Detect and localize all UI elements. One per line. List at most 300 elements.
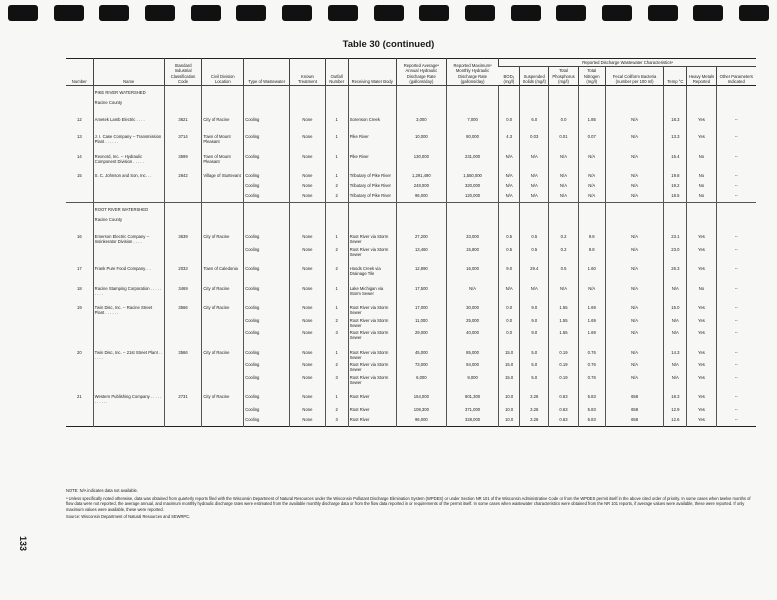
- table-cell: Ametek Lamb Electric . . . .: [93, 116, 164, 126]
- table-cell: [202, 416, 244, 427]
- table-cell: None: [290, 374, 326, 387]
- table-cell: --: [716, 265, 756, 278]
- table-cell: --: [716, 329, 756, 342]
- table-row: [66, 285, 756, 298]
- table-cell: [202, 246, 244, 259]
- table-cell: N/A: [520, 172, 549, 182]
- table-cell: No: [687, 192, 716, 203]
- empty-cell: [549, 203, 578, 217]
- empty-cell: [66, 342, 93, 349]
- empty-cell: [202, 146, 244, 153]
- empty-cell: [716, 226, 756, 233]
- table-cell: Rexnord, Inc. -- Hydraulic Component Division . . . . .: [93, 153, 164, 166]
- empty-cell: [446, 165, 498, 172]
- table-cell: Yes: [687, 393, 716, 406]
- table-cell: [164, 192, 202, 203]
- table-cell: 10.0: [499, 393, 520, 406]
- table-cell: 1.55: [549, 317, 578, 330]
- empty-cell: [549, 109, 578, 116]
- table-row: [66, 393, 756, 406]
- table-cell: 3639: [164, 233, 202, 246]
- empty-cell: [549, 126, 578, 133]
- col-phosphorus: Total Phosphorus (mg/l): [549, 67, 578, 86]
- table-row: [66, 329, 756, 342]
- table-cell: Root River via Storm Sewer: [348, 304, 396, 317]
- empty-cell: [578, 386, 605, 393]
- table-cell: N/A: [605, 317, 664, 330]
- empty-cell: [578, 126, 605, 133]
- empty-cell: [202, 203, 244, 217]
- empty-cell: [202, 216, 244, 226]
- empty-cell: [664, 216, 687, 226]
- empty-cell: [687, 126, 716, 133]
- table-cell: N/A: [578, 153, 605, 166]
- table-cell: 9.8: [578, 246, 605, 259]
- na-note: NOTE: N/A indicates data not available.: [66, 488, 138, 493]
- empty-cell: [549, 216, 578, 226]
- empty-cell: [499, 146, 520, 153]
- table-cell: Sorenson Creek: [348, 116, 396, 126]
- table-cell: 0.0: [499, 317, 520, 330]
- empty-cell: [396, 278, 446, 285]
- empty-cell: [348, 297, 396, 304]
- table-cell: [93, 182, 164, 192]
- col-suspended-solids: Suspended Solids (mg/l): [520, 67, 549, 86]
- empty-cell: [499, 99, 520, 109]
- col-other-parameters: Other Parameters Indicated: [716, 67, 756, 86]
- table-cell: [164, 329, 202, 342]
- table-cell: [164, 317, 202, 330]
- col-number: Number: [66, 59, 93, 86]
- table-cell: None: [290, 116, 326, 126]
- table-cell: --: [716, 133, 756, 146]
- table-cell: 2: [325, 406, 348, 416]
- col-nitrogen: Total Nitrogen (mg/l): [578, 67, 605, 86]
- empty-cell: [716, 165, 756, 172]
- empty-cell: [446, 86, 498, 100]
- table-cell: 1: [325, 304, 348, 317]
- table-cell: N/A: [499, 182, 520, 192]
- table-row: [66, 265, 756, 278]
- empty-cell: [549, 165, 578, 172]
- empty-cell: [164, 203, 202, 217]
- binder-hole: [145, 5, 175, 21]
- empty-cell: [578, 203, 605, 217]
- table-cell: S. C. Johnson and Son, Inc. . .: [93, 172, 164, 182]
- table-cell: 73,000: [396, 361, 446, 374]
- table-cell: [66, 361, 93, 374]
- table-cell: 2842: [164, 172, 202, 182]
- table-cell: Yes: [687, 233, 716, 246]
- table-cell: City of Racine: [202, 233, 244, 246]
- table-cell: Yes: [687, 406, 716, 416]
- table-cell: Yes: [687, 133, 716, 146]
- empty-cell: [325, 109, 348, 116]
- col-civil-division: Civil Division Location: [202, 59, 244, 86]
- table-cell: City of Racine: [202, 349, 244, 362]
- col-name: Name: [93, 59, 164, 86]
- table-cell: 13: [77, 134, 82, 139]
- empty-cell: [664, 386, 687, 393]
- binder-hole: [739, 5, 769, 21]
- table-cell: 1: [325, 233, 348, 246]
- table-cell: 18: [77, 285, 82, 291]
- table-cell: 9,000: [446, 374, 498, 387]
- table-cell: 29.4: [520, 265, 549, 278]
- data-table-container: [66, 58, 756, 427]
- table-cell: 12.6: [664, 416, 687, 427]
- table-cell: N/A: [549, 153, 578, 166]
- empty-cell: [520, 146, 549, 153]
- table-cell: 9.8: [578, 233, 605, 246]
- table-cell: 0.5: [499, 233, 520, 246]
- empty-cell: [687, 86, 716, 100]
- table-cell: 328,000: [446, 416, 498, 427]
- table-cell: 96,000: [396, 192, 446, 203]
- table-cell: 3.26: [520, 406, 549, 416]
- table-cell: [66, 374, 93, 387]
- table-cell: 1.69: [578, 329, 605, 342]
- empty-cell: [687, 216, 716, 226]
- table-cell: 658: [605, 416, 664, 427]
- table-cell: Root River via Storm Sewer: [348, 361, 396, 374]
- empty-cell: [66, 146, 93, 153]
- empty-cell: [325, 126, 348, 133]
- table-cell: 15: [77, 173, 82, 178]
- table-cell: City of Racine: [202, 393, 244, 406]
- empty-cell: [325, 258, 348, 265]
- table-cell: 2: [325, 192, 348, 203]
- empty-cell: [290, 226, 326, 233]
- table-cell: None: [290, 304, 326, 317]
- empty-cell: [290, 278, 326, 285]
- empty-cell: [290, 386, 326, 393]
- empty-cell: [290, 203, 326, 217]
- empty-cell: [499, 109, 520, 116]
- table-cell: 658: [605, 393, 664, 406]
- empty-cell: [325, 146, 348, 153]
- table-cell: Yes: [687, 265, 716, 278]
- table-cell: Cooling: [244, 233, 290, 246]
- empty-cell: [716, 109, 756, 116]
- table-cell: 3566: [164, 304, 202, 317]
- binder-hole: [374, 5, 404, 21]
- table-cell: None: [290, 361, 326, 374]
- empty-cell: [549, 226, 578, 233]
- empty-cell: [66, 278, 93, 285]
- table-cell: N/A: [664, 329, 687, 342]
- table-cell: 26.3: [664, 265, 687, 278]
- table-cell: --: [716, 361, 756, 374]
- empty-cell: [716, 146, 756, 153]
- table-cell: J. I. Case Company -- Transmission Plant . . . . . .: [93, 133, 164, 146]
- table-cell: 15.0: [664, 304, 687, 317]
- table-cell: Frank Pure Food Company. . .: [93, 265, 164, 278]
- table-cell: 3: [325, 374, 348, 387]
- table-cell: Root River via Storm Sewer: [348, 317, 396, 330]
- table-cell: None: [290, 133, 326, 146]
- empty-cell: [605, 278, 664, 285]
- table-cell: Root River via Storm Sewer: [348, 374, 396, 387]
- table-cell: Cooling: [244, 116, 290, 126]
- table-cell: N/A: [605, 192, 664, 203]
- table-cell: N/A: [605, 153, 664, 166]
- table-cell: None: [290, 192, 326, 203]
- table-cell: Yes: [687, 317, 716, 330]
- empty-cell: [348, 203, 396, 217]
- table-cell: Yes: [687, 416, 716, 427]
- empty-cell: [164, 258, 202, 265]
- table-cell: 25,000: [446, 317, 498, 330]
- col-bod: BOD₅ (mg/l): [503, 73, 515, 84]
- table-cell: 96,000: [396, 416, 446, 427]
- table-cell: [164, 406, 202, 416]
- empty-cell: [93, 226, 164, 233]
- table-cell: N/A: [549, 182, 578, 192]
- empty-cell: [664, 99, 687, 109]
- binder-hole: [693, 5, 723, 21]
- table-cell: 10.0: [499, 416, 520, 427]
- empty-cell: [66, 126, 93, 133]
- empty-cell: [716, 297, 756, 304]
- table-cell: None: [290, 406, 326, 416]
- spacer-row: [66, 226, 756, 233]
- table-row: [66, 133, 756, 146]
- table-cell: Lake Michigan via Storm Sewer: [348, 285, 396, 298]
- empty-cell: [202, 226, 244, 233]
- empty-cell: [93, 297, 164, 304]
- table-cell: N/A: [499, 192, 520, 203]
- empty-cell: [687, 226, 716, 233]
- table-cell: --: [716, 393, 756, 406]
- empty-cell: [446, 386, 498, 393]
- table-cell: 30,000: [446, 304, 498, 317]
- spacer-row: [66, 386, 756, 393]
- section-heading: ROOT RIVER WATERSHED: [93, 203, 164, 217]
- empty-cell: [290, 99, 326, 109]
- table-cell: --: [716, 317, 756, 330]
- table-cell: 0.0: [549, 116, 578, 126]
- empty-cell: [93, 342, 164, 349]
- table-cell: 29,000: [396, 329, 446, 342]
- table-cell: [93, 192, 164, 203]
- empty-cell: [164, 216, 202, 226]
- table-cell: [93, 374, 164, 387]
- table-cell: 5.0: [520, 349, 549, 362]
- empty-cell: [66, 203, 93, 217]
- binder-hole: [8, 5, 38, 21]
- table-cell: 17,500: [396, 285, 446, 298]
- table-cell: N/A: [605, 329, 664, 342]
- section-subheading-row: [66, 216, 756, 226]
- table-cell: 3714: [164, 133, 202, 146]
- empty-cell: [164, 386, 202, 393]
- empty-cell: [202, 86, 244, 100]
- empty-cell: [446, 109, 498, 116]
- table-cell: 1.69: [578, 304, 605, 317]
- table-cell: N/A: [605, 233, 664, 246]
- binder-hole: [556, 5, 586, 21]
- empty-cell: [716, 203, 756, 217]
- empty-cell: [664, 226, 687, 233]
- section-heading-row: [66, 203, 756, 217]
- table-cell: 130,000: [396, 153, 446, 166]
- table-cell: N/A: [499, 153, 520, 166]
- table-cell: 2: [325, 246, 348, 259]
- empty-cell: [290, 165, 326, 172]
- table-row: [66, 317, 756, 330]
- table-cell: 20: [77, 349, 82, 355]
- table-cell: --: [716, 116, 756, 126]
- empty-cell: [578, 216, 605, 226]
- table-cell: 27,200: [396, 233, 446, 246]
- table-cell: [93, 246, 164, 259]
- table-cell: N/A: [499, 172, 520, 182]
- table-cell: 9.0: [520, 329, 549, 342]
- spacer-row: [66, 278, 756, 285]
- empty-cell: [499, 258, 520, 265]
- table-cell: 40,000: [446, 329, 498, 342]
- empty-cell: [244, 216, 290, 226]
- table-cell: --: [716, 182, 756, 192]
- table-cell: Cooling: [244, 329, 290, 342]
- table-cell: 18.5: [664, 192, 687, 203]
- empty-cell: [549, 342, 578, 349]
- table-cell: 0.5: [520, 246, 549, 259]
- empty-cell: [499, 342, 520, 349]
- table-cell: N/A: [664, 361, 687, 374]
- table-cell: N/A: [549, 285, 578, 298]
- empty-cell: [664, 165, 687, 172]
- table-cell: 0.01: [549, 133, 578, 146]
- empty-cell: [244, 86, 290, 100]
- table-cell: 120,000: [446, 192, 498, 203]
- empty-cell: [325, 216, 348, 226]
- table-cell: N/A: [446, 285, 498, 298]
- empty-cell: [325, 86, 348, 100]
- empty-cell: [520, 386, 549, 393]
- empty-cell: [446, 297, 498, 304]
- empty-cell: [325, 386, 348, 393]
- empty-cell: [325, 165, 348, 172]
- table-cell: 2: [325, 265, 348, 278]
- table-cell: N/A: [520, 182, 549, 192]
- empty-cell: [549, 146, 578, 153]
- empty-cell: [396, 165, 446, 172]
- table-cell: No: [687, 182, 716, 192]
- empty-cell: [290, 109, 326, 116]
- empty-cell: [578, 342, 605, 349]
- empty-cell: [605, 226, 664, 233]
- empty-cell: [348, 109, 396, 116]
- table-cell: 94,000: [446, 361, 498, 374]
- table-cell: 33,000: [446, 233, 498, 246]
- empty-cell: [325, 342, 348, 349]
- table-cell: 1: [325, 133, 348, 146]
- empty-cell: [290, 216, 326, 226]
- table-cell: Village of Sturtevant: [202, 172, 244, 182]
- empty-cell: [664, 342, 687, 349]
- empty-cell: [520, 258, 549, 265]
- table-cell: [66, 246, 93, 259]
- empty-cell: [348, 99, 396, 109]
- table-row: [66, 192, 756, 203]
- empty-cell: [93, 258, 164, 265]
- table-cell: 3.26: [520, 416, 549, 427]
- table-cell: 1: [325, 153, 348, 166]
- table-cell: 0.2: [549, 233, 578, 246]
- empty-cell: [520, 226, 549, 233]
- table-cell: 5.0: [520, 374, 549, 387]
- table-cell: [202, 329, 244, 342]
- table-cell: [164, 361, 202, 374]
- col-sic: Standard Industrial Classification Code: [164, 59, 202, 86]
- table-cell: Root River via Storm Sewer: [348, 349, 396, 362]
- empty-cell: [396, 226, 446, 233]
- empty-cell: [396, 86, 446, 100]
- empty-cell: [549, 86, 578, 100]
- table-cell: Cooling: [244, 393, 290, 406]
- empty-cell: [446, 216, 498, 226]
- binder-holes: [0, 5, 777, 23]
- section-heading-row: [66, 86, 756, 100]
- empty-cell: [578, 258, 605, 265]
- table-cell: 14: [77, 153, 82, 159]
- empty-cell: [716, 258, 756, 265]
- table-cell: Cooling: [244, 304, 290, 317]
- table-row: [66, 172, 756, 182]
- table-cell: No: [687, 285, 716, 298]
- table-cell: 3599: [164, 153, 202, 166]
- empty-cell: [520, 109, 549, 116]
- col-outfall: Outfall Number: [325, 59, 348, 86]
- empty-cell: [446, 342, 498, 349]
- section-subheading-row: [66, 99, 756, 109]
- empty-cell: [202, 109, 244, 116]
- table-cell: 16,000: [446, 265, 498, 278]
- empty-cell: [605, 99, 664, 109]
- col-group-characteristics: Reported Discharge Wastewater Characteristicsᵃ: [499, 59, 756, 67]
- table-cell: 15.0: [499, 349, 520, 362]
- table-cell: --: [716, 153, 756, 166]
- empty-cell: [164, 146, 202, 153]
- table-cell: [202, 361, 244, 374]
- empty-cell: [446, 99, 498, 109]
- empty-cell: [396, 258, 446, 265]
- empty-cell: [93, 126, 164, 133]
- empty-cell: [202, 165, 244, 172]
- col-receiving-water: Receiving Water Body: [348, 59, 396, 86]
- empty-cell: [325, 297, 348, 304]
- table-cell: 5.0: [520, 361, 549, 374]
- empty-cell: [499, 203, 520, 217]
- table-cell: Root River: [348, 406, 396, 416]
- spacer-row: [66, 146, 756, 153]
- empty-cell: [664, 297, 687, 304]
- empty-cell: [664, 126, 687, 133]
- table-cell: 9.0: [520, 304, 549, 317]
- empty-cell: [348, 258, 396, 265]
- table-cell: [164, 374, 202, 387]
- table-cell: 23.0: [664, 246, 687, 259]
- table-cell: [202, 374, 244, 387]
- empty-cell: [93, 109, 164, 116]
- empty-cell: [520, 216, 549, 226]
- empty-cell: [664, 203, 687, 217]
- empty-cell: [396, 126, 446, 133]
- empty-cell: [202, 297, 244, 304]
- empty-cell: [66, 226, 93, 233]
